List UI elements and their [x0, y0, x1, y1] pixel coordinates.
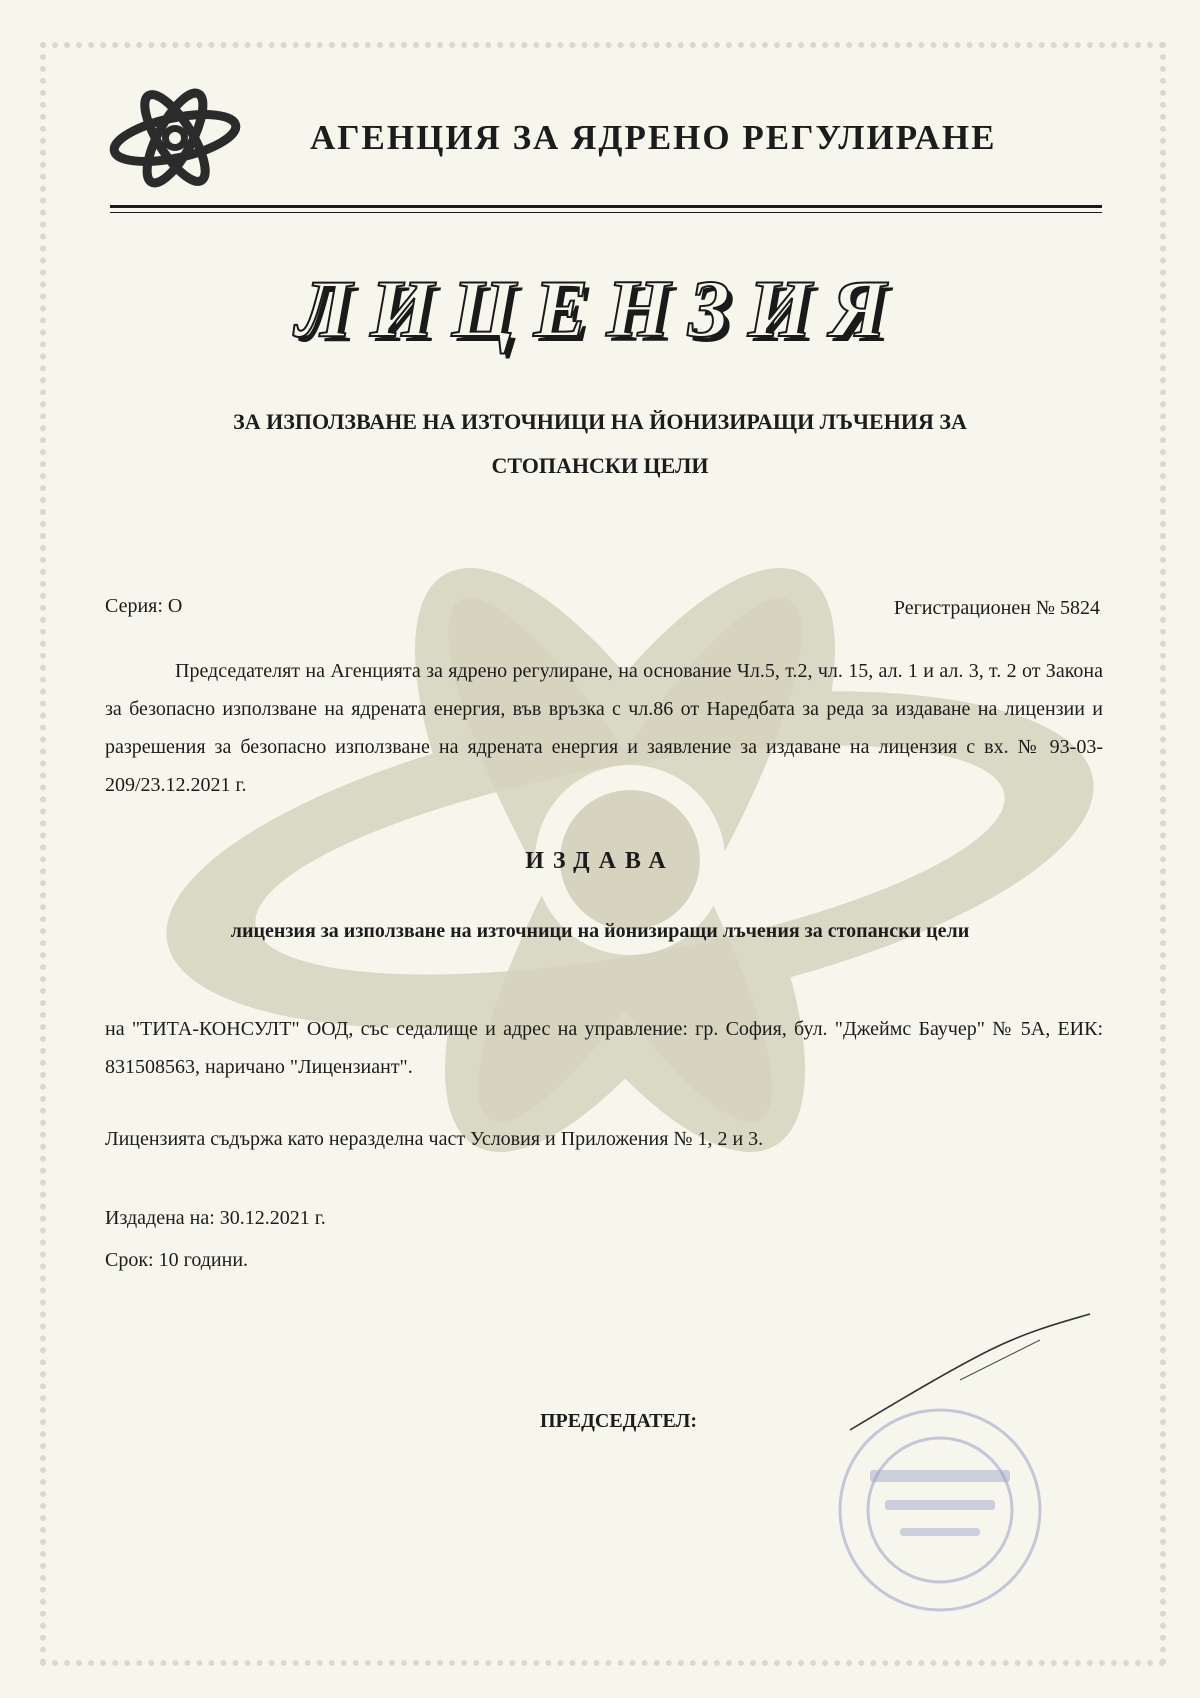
document-title: ЛИЦЕНЗИЯ — [295, 263, 905, 354]
header-divider — [110, 205, 1102, 208]
subtitle-line-2: СТОПАНСКИ ЦЕЛИ — [491, 453, 709, 478]
license-holder-paragraph: на "ТИТА-КОНСУЛТ" ООД, със седалище и адрес на управление: гр. София, бул. "Джеймс Баучер" № 5А, ЕИК: 831508563, наричано "Лицензиант". — [105, 1018, 1103, 1078]
legal-basis-paragraph: Председателят на Агенцията за ядрено регулиране, на основание Чл.5, т.2, чл. 15, ал. 1 и ал. 3, т. 2 от Закона за безопасно използване на ядрената енергия, във връзка с чл.86 от Наредбата за реда за издаване на лицензии и разрешения за безопасно използване на ядрената енергия и заявление за издаване на лицензия с вх. № 93-03-209/23.12.2021 г. — [105, 660, 1103, 796]
issue-date: Издадена на: 30.12.2021 г. — [105, 1207, 326, 1229]
chairman-label: ПРЕДСЕДАТЕЛ: — [540, 1410, 698, 1432]
license-contents-line: Лицензията съдържа като неразделна част Условия и Приложения № 1, 2 и 3. — [105, 1128, 764, 1150]
document-subtitle — [150, 400, 1050, 488]
issues-heading: ИЗДАВА — [525, 848, 675, 874]
atom-logo-icon — [105, 80, 245, 195]
agency-name: АГЕНЦИЯ ЗА ЯДРЕНО РЕГУЛИРАНЕ — [310, 118, 997, 157]
registration-number: Регистрационен № 5824 — [893, 597, 1100, 619]
license-type-line: лицензия за използване на източници на йонизиращи лъчения за стопански цели — [230, 920, 970, 942]
validity-term: Срок: 10 години. — [105, 1249, 249, 1271]
official-stamp-icon — [830, 1400, 1050, 1620]
subtitle-line-1: ЗА ИЗПОЛЗВАНЕ НА ИЗТОЧНИЦИ НА ЙОНИЗИРАЩИ ЛЪЧЕНИЯ ЗА — [233, 409, 967, 434]
header-divider-thin — [110, 212, 1102, 213]
series-label: Серия: О — [105, 595, 183, 617]
